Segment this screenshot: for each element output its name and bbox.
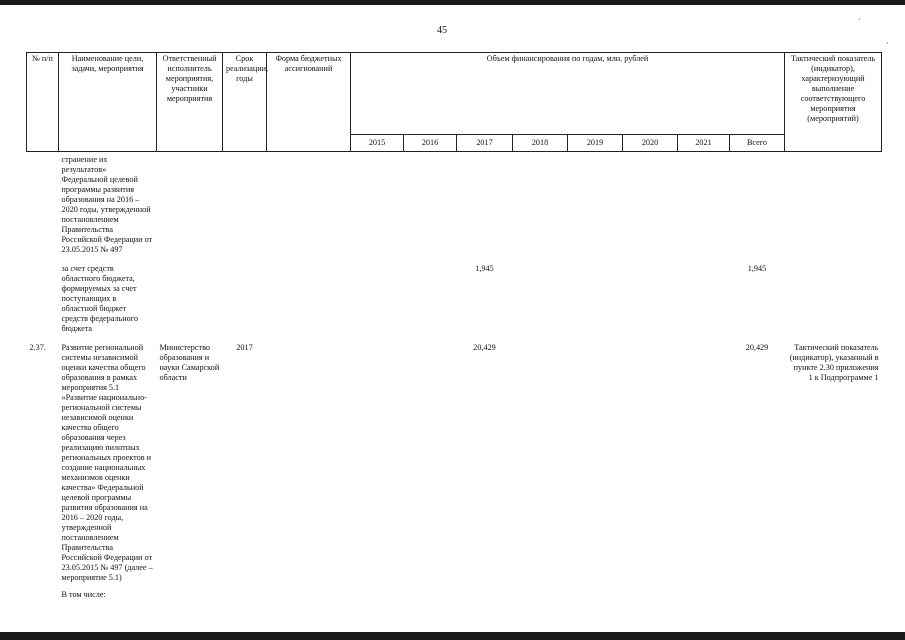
header-year: 2020 [623,135,678,152]
row-form [267,256,351,335]
row-value-2021 [678,152,730,257]
header-year: 2021 [678,135,730,152]
row-term [223,152,267,257]
header-indicator: Тактический показатель (индикатор), характеризующий выполнение соответствующего мероприятия (мероприятий) [785,53,882,152]
row-value-2018 [513,584,568,601]
row-form [267,335,351,584]
header-term: Срок реализации, годы [223,53,267,152]
row-value-2019 [568,152,623,257]
header-form: Форма бюджетных ассигнований [267,53,351,152]
header-year: 2017 [457,135,513,152]
row-name: Развитие региональной системы независимой оценки качества общего образования в рамках мероприятия 5.1 «Развитие национально-региональной системы независимой оценки качества общего образования через реализацию пилотных региональных проектов и создание национальных механизмов оценки качества» Федеральной целевой программы развития образования на 2016 – 2020 годы, утвержденной постановлением Правительства Российской Федерации от 23.05.2015 № 497 (далее – мероприятие 5.1) [61,343,153,582]
row-value-total [730,584,785,601]
row-name: странение их результатов» Федеральной целевой программы развития образования на 2016 – 2020 годы, утвержденной постановлением Правительства Российской Федерации от 23.05.2015 № 497 [61,155,153,254]
row-term: 2017 [236,343,253,352]
header-year: 2015 [351,135,404,152]
scan-speck: · [858,15,861,24]
row-value-2016 [404,256,457,335]
row-indicator [785,584,882,601]
row-indicator [785,256,882,335]
header-name: Наименование цели, задачи, мероприятия [59,53,157,152]
row-value-2018 [513,335,568,584]
row-value-2015 [351,152,404,257]
header-total: Всего [730,135,785,152]
row-value-2019 [568,256,623,335]
row-form [267,584,351,601]
row-value-2020 [623,152,678,257]
row-executor: Министерство образования и науки Самарской области [159,343,220,382]
row-value-total: 20,429 [745,343,769,352]
row-executor [157,584,223,601]
row-value-2019 [568,335,623,584]
scan-speck: · [886,39,889,48]
row-value-2015 [351,256,404,335]
row-value-2016 [404,584,457,601]
row-value-2015 [351,335,404,584]
row-value-2016 [404,152,457,257]
header-funding: Объем финансирования по годам, млн. рублей [351,53,785,135]
table-row [27,584,882,601]
scan-top-border [0,0,905,5]
table-header-row [27,53,882,135]
row-value-2017: 20,429 [473,343,496,352]
row-value-2018 [513,256,568,335]
row-term [223,256,267,335]
row-value-2020 [623,584,678,601]
funding-table [26,52,882,601]
row-value-2021 [678,584,730,601]
row-form [267,152,351,257]
header-year: 2018 [513,135,568,152]
table-row [27,335,882,584]
row-value-total [730,152,785,257]
row-value-2017 [457,152,513,257]
row-value-2020 [623,256,678,335]
header-year: 2019 [568,135,623,152]
row-value-2016 [404,335,457,584]
row-value-total: 1,945 [747,264,767,273]
row-number: 2.37. [29,343,46,352]
row-number [27,256,59,335]
row-value-2017: 1,945 [475,264,494,273]
row-value-2017 [457,584,513,601]
header-number: № п/п [27,53,59,152]
row-number [27,152,59,257]
page-number: 45 [437,25,447,36]
table-row [27,152,882,257]
row-term [223,584,267,601]
row-value-2015 [351,584,404,601]
scan-bottom-border [0,632,905,640]
row-number [27,584,59,601]
row-name: за счет средств областного бюджета, формируемых за счет поступающих в областной бюджет средств федерального бюджета [61,264,139,333]
row-value-2021 [678,335,730,584]
row-executor [157,152,223,257]
row-indicator [785,152,882,257]
row-name: В том числе: [61,590,106,599]
row-value-2018 [513,152,568,257]
header-year: 2016 [404,135,457,152]
row-value-2021 [678,256,730,335]
header-executor: Ответственный исполнитель мероприятия, участники мероприятия [157,53,223,152]
row-value-2019 [568,584,623,601]
row-value-2020 [623,335,678,584]
row-executor [157,256,223,335]
table-row [27,256,882,335]
row-indicator: Тактический показатель (индикатор), указанный в пункте 2.30 приложения 1 к Подпрограмме 1 [789,343,879,382]
